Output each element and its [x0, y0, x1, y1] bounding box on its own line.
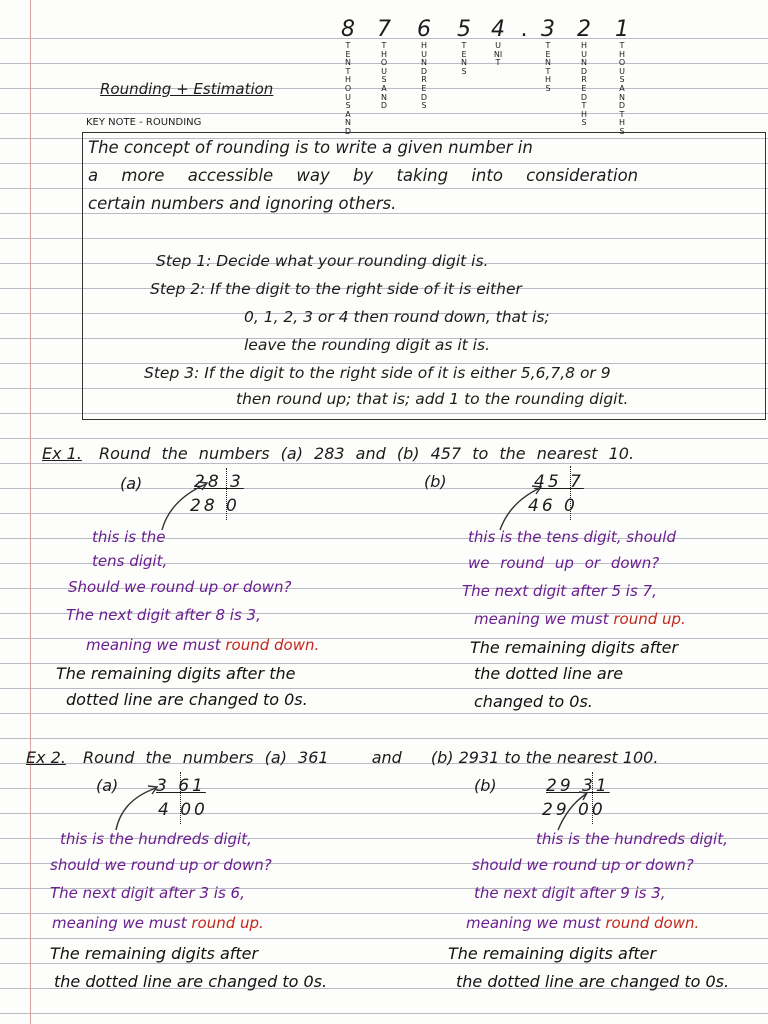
place-value-thousand: 7 THOUSAND [377, 17, 391, 111]
ex2-b-note-3: the next digit after 9 is 3, [474, 884, 666, 902]
ex1-b-result: 46 0 [528, 496, 578, 516]
ex2-b-note-1: this is the hundreds digit, [536, 830, 728, 848]
ex1-a-result: 28 0 [190, 496, 240, 516]
ex2-a-part: (a) [96, 776, 119, 795]
ex1-a-note-1: this is the [92, 528, 166, 546]
ex1-a-top-number: 28 3 [194, 472, 244, 492]
ex2-a-conclusion-1: The remaining digits after [50, 944, 259, 963]
ex1-a-conclusion-1: The remaining digits after the [56, 664, 296, 683]
ex2-a-arrow-icon [108, 782, 168, 834]
ex2-b-part: (b) [474, 776, 497, 795]
ex2-b-note-4: meaning we must round down. [466, 914, 700, 932]
ex1-b-note-1: this is the tens digit, should [468, 528, 676, 546]
ex2-b-conclusion-2: the dotted line are changed to 0s. [456, 972, 730, 991]
ex1-a-note-2: tens digit, [92, 552, 168, 570]
place-value-hundreds: 6 HUNDREDS [417, 17, 431, 111]
place-value-ten-thousand: 8 TEN THOUSAND [341, 17, 355, 136]
ex1-b-dotted-line [570, 466, 571, 520]
ex1-b-conclusion-1: The remaining digits after [470, 638, 679, 657]
ex2-a-note-1: this is the hundreds digit, [60, 830, 252, 848]
margin-line [30, 0, 31, 1024]
ex1-b-part: (b) [424, 472, 447, 491]
ex2-a-dotted-line [180, 772, 181, 824]
step-2-line-a: Step 2: If the digit to the right side of it is either [150, 280, 522, 298]
ex2-a-top-number: 3 61 [156, 776, 206, 796]
ex1-b-note-2: we round up or down? [468, 554, 660, 572]
step-2-line-c: leave the rounding digit as it is. [244, 336, 490, 354]
ex1-a-part: (a) [120, 474, 143, 493]
decimal-point: . [520, 17, 528, 42]
place-value-tenths: 3 TENTHS [541, 17, 555, 93]
step-1: Step 1: Decide what your rounding digit is. [156, 252, 489, 270]
ex2-a-conclusion-2: the dotted line are changed to 0s. [54, 972, 328, 991]
ex1-a-conclusion-2: dotted line are changed to 0s. [66, 690, 308, 709]
ex1-a-note-4: The next digit after 8 is 3, [66, 606, 261, 624]
place-value-thousandths: 1 THOUSANDTHS [615, 17, 629, 136]
page-title: Rounding + Estimation [100, 80, 274, 98]
ex2-b-conclusion-1: The remaining digits after [448, 944, 657, 963]
place-value-hundredths: 2 HUNDREDTHS [577, 17, 591, 128]
ex1-question: Ex 1. Round the numbers (a) 283 and (b) 457 to the nearest 10. [42, 444, 635, 463]
keynote-heading: KEY NOTE - ROUNDING [86, 117, 202, 128]
ex1-a-note-5: meaning we must round down. [86, 636, 320, 654]
box-line-1: The concept of rounding is to write a given number in [88, 138, 533, 157]
ex1-a-dotted-line [226, 468, 227, 520]
ex2-a-note-3: The next digit after 3 is 6, [50, 884, 245, 902]
ex2-a-note-4: meaning we must round up. [52, 914, 264, 932]
step-3-line-a: Step 3: If the digit to the right side of it is either 5,6,7,8 or 9 [144, 364, 611, 382]
step-3-line-b: then round up; that is; add 1 to the rounding digit. [236, 390, 629, 408]
ex1-b-note-4: meaning we must round up. [474, 610, 686, 628]
ex1-b-conclusion-3: changed to 0s. [474, 692, 593, 711]
ex1-a-note-3: Should we round up or down? [68, 578, 292, 596]
ex1-b-top-number: 45 7 [534, 472, 584, 492]
box-line-2: a more accessible way by taking into consideration [88, 166, 639, 185]
place-value-unit: 4 UNIT [491, 17, 505, 68]
ex1-b-conclusion-2: the dotted line are [474, 664, 624, 683]
ex2-b-arrow-icon [552, 788, 596, 834]
ex2-question: Ex 2. Round the numbers (a) 361 and (b) 2931 to the nearest 100. [26, 748, 659, 767]
box-line-3: certain numbers and ignoring others. [88, 194, 397, 213]
step-2-line-b: 0, 1, 2, 3 or 4 then round down, that is; [244, 308, 550, 326]
ex2-a-result: 4 00 [158, 800, 208, 820]
ex2-b-note-2: should we round up or down? [472, 856, 694, 874]
ex1-b-note-3: The next digit after 5 is 7, [462, 582, 657, 600]
ex2-a-note-2: should we round up or down? [50, 856, 272, 874]
ex2-b-top-number: 29 31 [546, 776, 610, 796]
ex2-b-result: 29 00 [542, 800, 606, 820]
place-value-tens: 5 TENS [457, 17, 471, 76]
